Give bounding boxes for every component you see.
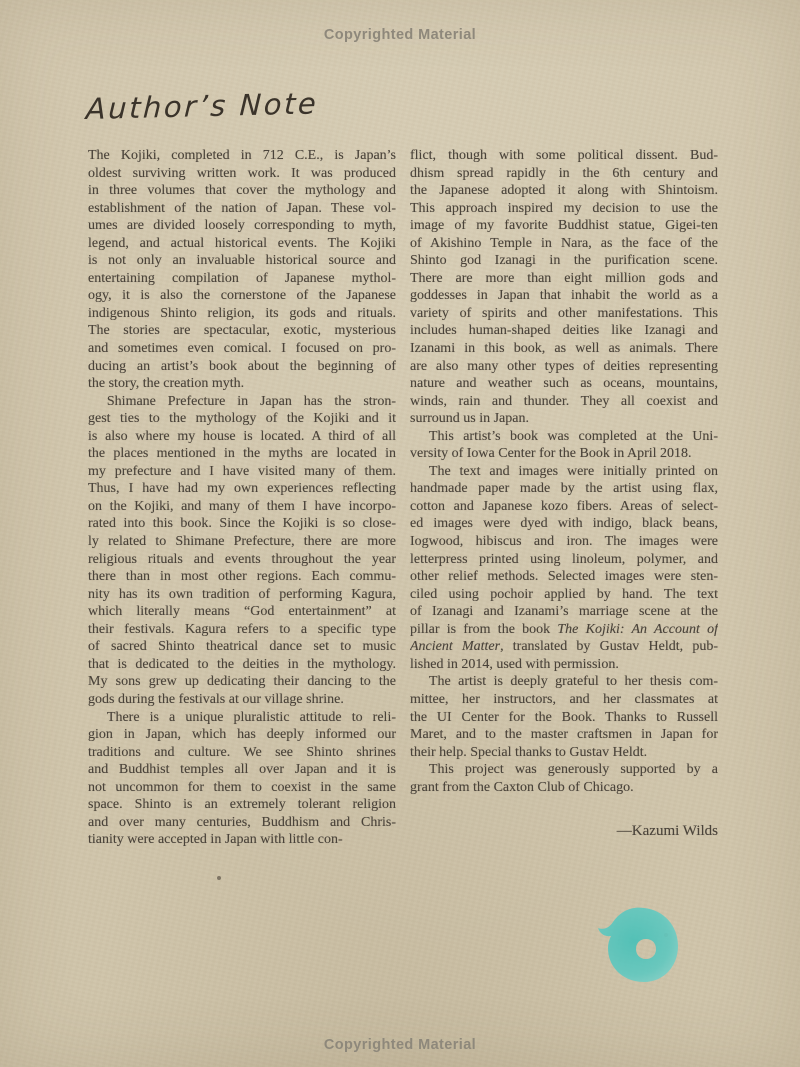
- text-line: Shimane Prefecture in Japan has the stron-: [106, 393, 396, 409]
- text-line: the places mentioned in the myths are located in: [88, 446, 396, 462]
- text-line: The text and images were initially printed on: [428, 463, 718, 479]
- text-line: There are more than eight million gods and: [410, 270, 718, 286]
- text-line: goddesses in Japan that inhabit the world as a: [410, 288, 718, 304]
- text-line: There is a unique pluralistic attitude to reli-: [106, 709, 396, 725]
- text-line: gion in Japan, which has deeply informed our: [88, 727, 396, 743]
- text-line: This artist’s book was completed at the Uni-: [428, 428, 718, 444]
- author-signature: —Kazumi Wilds: [616, 823, 718, 840]
- text-line: their help. Special thanks to Gustav Heldt.: [410, 744, 648, 760]
- text-line: my prefecture and I have visited many of them.: [88, 463, 396, 479]
- text-line: space. Shinto is an extremely tolerant religion: [88, 797, 396, 813]
- text-line: which literally means “God entertainment” at: [88, 604, 396, 620]
- text-line: handmade paper made by the artist using flax,: [410, 481, 718, 497]
- text-line: the UI Center for the Book. Thanks to Russell: [410, 709, 718, 725]
- text-line: traditions and culture. We see Shinto shrines: [88, 744, 396, 760]
- text-line: My sons grew up dedicating their dancing to the: [88, 674, 396, 690]
- text-line: gest ties to the mythology of the Kojiki and it: [88, 411, 396, 427]
- text-line: winds, rain and thunder. They all coexist and: [410, 393, 718, 409]
- text-line: The artist is deeply grateful to her thesis com-: [428, 674, 718, 690]
- text-line: and sometimes even comical. I focused on pro-: [88, 341, 396, 357]
- text-line: the Japanese adopted it along with Shintoism.: [410, 183, 718, 199]
- text-line: that is dedicated to the deities in the mythology.: [88, 656, 396, 672]
- text-line: dhism spread rapidly in the 6th century and: [410, 165, 718, 181]
- text-line: indigenous Shinto religion, its gods and rituals.: [88, 305, 396, 321]
- text-line: cotton and Japanese kozo fibers. Areas of select-: [410, 498, 718, 514]
- copyright-top-label: Copyrighted Material: [323, 27, 477, 43]
- text-line: letterpress printed using linoleum, polymer, and: [410, 551, 718, 567]
- text-line: image of my favorite Buddhist statue, Gigei-ten: [410, 218, 718, 234]
- text-line: religious rituals and events throughout the year: [88, 551, 396, 567]
- text-line: their festivals. Kagura refers to a specific type: [88, 621, 396, 637]
- text-line: umes are divided loosely corresponding to myth,: [88, 218, 396, 234]
- body-text: [88, 147, 718, 849]
- text-line: in three volumes that cover the mythology and: [88, 183, 396, 199]
- text-line: surround us in Japan.: [410, 411, 529, 427]
- text-line: versity of Iowa Center for the Book in April 2018.: [410, 446, 692, 462]
- text-line: and over many centuries, Buddhism and Chris-: [88, 814, 396, 830]
- text-line: on the Kojiki, and many of them I have incorpo-: [88, 498, 396, 514]
- text-line: lished in 2014, used with permission.: [410, 656, 619, 672]
- text-line: variety of spirits and other manifestations. This: [410, 305, 718, 321]
- text-line: Maret, and to the master craftsmen in Japan for: [410, 727, 718, 743]
- text-line: other relief methods. Selected images were sten-: [410, 569, 718, 585]
- text-line: This approach inspired my decision to use the: [410, 200, 718, 216]
- text-line: mittee, her instructors, and her classmates at: [410, 691, 718, 707]
- text-line: nity has its own tradition of performing Kagura,: [88, 586, 396, 602]
- text-line: ogy, it is also the cornerstone of the Japanese: [88, 288, 396, 304]
- text-line: and Buddhist temples all over Japan and it is: [88, 762, 396, 778]
- text-line: flict, though with some political dissent. Bud-: [410, 148, 718, 163]
- text-column-right: [410, 147, 718, 849]
- paper-speck: [217, 876, 221, 880]
- text-line: ed images were dyed with indigo, black beans,: [410, 516, 718, 532]
- text-line: pillar is from the book The Kojiki: An Account of: [410, 621, 718, 637]
- text-line: is also where my house is located. A third of all: [88, 428, 396, 444]
- text-line: establishment of the nation of Japan. These vol-: [88, 200, 396, 216]
- text-line: the story, the creation myth.: [88, 376, 245, 392]
- page-title: Author’s Note: [85, 86, 320, 127]
- text-line: The stories are spectacular, exotic, mysterious: [88, 323, 396, 339]
- magatama-seal-icon: [596, 904, 684, 984]
- text-line: Thus, I have had my own experiences reflecting: [88, 481, 396, 497]
- text-line: The Kojiki, completed in 712 C.E., is Japan’s: [88, 148, 396, 163]
- text-line: grant from the Caxton Club of Chicago.: [410, 779, 634, 795]
- text-column-left: [88, 147, 396, 849]
- text-line: not uncommon for them to coexist in the same: [88, 779, 396, 795]
- text-line: rated into this book. Since the Kojiki is so close-: [88, 516, 396, 532]
- text-line: Ancient Matter, translated by Gustav Heldt, pub-: [410, 639, 718, 655]
- text-line: ly related to Shimane Prefecture, there are more: [88, 534, 396, 550]
- text-line: gods during the festivals at our village shrine.: [88, 691, 344, 707]
- text-line: This project was generously supported by a: [428, 762, 718, 778]
- text-line: Iogwood, hibiscus and iron. The images were: [410, 534, 718, 550]
- text-line: there than in most other regions. Each commu-: [88, 569, 396, 585]
- text-line: oldest surviving written work. It was produced: [88, 165, 396, 181]
- copyright-bottom-label: Copyrighted Material: [323, 1037, 477, 1053]
- text-line: are also many other types of deities representing: [410, 358, 718, 374]
- text-line: legend, and actual historical events. The Kojiki: [88, 235, 396, 251]
- text-line: nature and weather such as oceans, mountains,: [410, 376, 718, 392]
- text-line: of Akishino Temple in Nara, as the face of the: [410, 235, 718, 251]
- text-line: entertaining compilation of Japanese mythol-: [88, 270, 396, 286]
- text-line: is not only an invaluable historical source and: [88, 253, 396, 269]
- text-line: Shinto god Izanagi in the purification scene.: [410, 253, 718, 269]
- text-line: includes human-shaped deities like Izanagi and: [410, 323, 718, 339]
- text-line: ducing an artist’s book about the beginning of: [88, 358, 396, 374]
- text-line: of sacred Shinto theatrical dance set to music: [88, 639, 396, 655]
- text-line: tianity were accepted in Japan with little con-: [88, 832, 343, 848]
- text-line: of Izanagi and Izanami’s marriage scene at the: [410, 604, 718, 620]
- text-line: ciled using pochoir applied by hand. The text: [410, 586, 718, 602]
- text-line: Izanami in this book, as well as animals. There: [410, 341, 718, 357]
